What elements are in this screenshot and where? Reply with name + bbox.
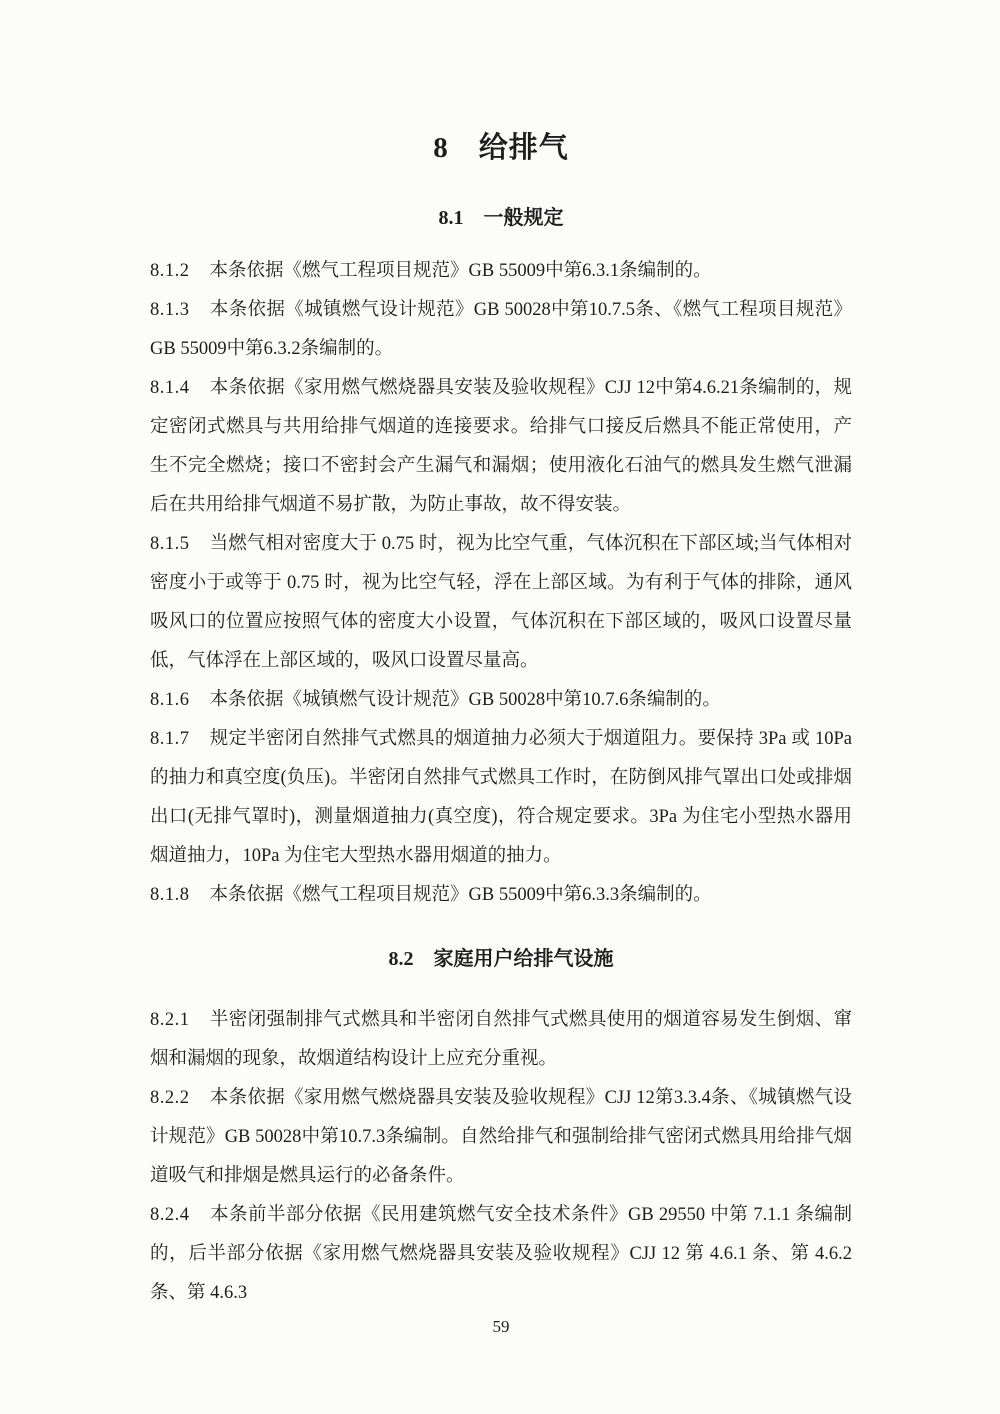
chapter-title: 8 给排气 xyxy=(433,132,569,164)
clause-number: 8.2.4 xyxy=(150,1205,190,1225)
clause-number: 8.1.7 xyxy=(150,729,190,749)
section-heading: 8.2 家庭用户给排气设施 xyxy=(388,948,614,970)
sections-container xyxy=(150,198,852,1313)
clause-number: 8.2.2 xyxy=(150,1088,190,1108)
clause-number: 8.1.3 xyxy=(150,300,190,320)
clause-text: 半密闭强制排气式燃具和半密闭自然排气式燃具使用的烟道容易发生倒烟、窜烟和漏烟的现象，故烟道结构设计上应充分重视。 xyxy=(150,1010,852,1069)
document-section xyxy=(150,939,852,1313)
clause-text: 本条前半部分依据《民用建筑燃气安全技术条件》GB 29550 中第 7.1.1 条编制的，后半部分依据《家用燃气燃烧器具安装及验收规程》CJJ 12 第 4.6.1 条、第 4.6.2 条、第 4.6.3 xyxy=(150,1205,852,1303)
clause-text: 本条依据《城镇燃气设计规范》GB 50028中第10.7.6条编制的。 xyxy=(209,690,721,710)
clause-paragraph xyxy=(150,1196,852,1313)
clause-number: 8.1.6 xyxy=(150,690,190,710)
clause-text: 本条依据《城镇燃气设计规范》GB 50028中第10.7.5条、《燃气工程项目规范》GB 55009中第6.3.2条编制的。 xyxy=(150,300,852,359)
clause-text: 规定半密闭自然排气式燃具的烟道抽力必须大于烟道阻力。要保持 3Pa 或 10Pa 的抽力和真空度(负压)。半密闭自然排气式燃具工作时，在防倒风排气罩出口处或排烟出口(无排气罩时)，测量烟道抽力(真空度)，符合规定要求。3Pa 为住宅小型热水器用烟道抽力，10Pa 为住宅大型热水器用烟道的抽力。 xyxy=(150,729,852,866)
document-section xyxy=(150,198,852,915)
section-heading: 8.1 一般规定 xyxy=(438,207,564,229)
clause-number: 8.1.2 xyxy=(150,261,190,281)
clause-paragraph xyxy=(150,369,852,525)
clause-paragraph xyxy=(150,291,852,369)
clause-number: 8.2.1 xyxy=(150,1010,190,1030)
clause-paragraph xyxy=(150,876,852,915)
clause-paragraph xyxy=(150,525,852,681)
clause-number: 8.1.5 xyxy=(150,534,190,554)
clause-text: 本条依据《家用燃气燃烧器具安装及验收规程》CJJ 12第3.3.4条、《城镇燃气设计规范》GB 50028中第10.7.3条编制。自然给排气和强制给排气密闭式燃具用给排气烟道吸气和排烟是燃具运行的必备条件。 xyxy=(150,1088,852,1186)
clause-text: 当燃气相对密度大于 0.75 时，视为比空气重，气体沉积在下部区域;当气体相对密度小于或等于 0.75 时，视为比空气轻，浮在上部区域。为有利于气体的排除，通风吸风口的位置应按照气体的密度大小设置，气体沉积在下部区域的，吸风口设置尽量低，气体浮在上部区域的，吸风口设置尽量高。 xyxy=(150,534,852,671)
clause-paragraph xyxy=(150,681,852,720)
clause-paragraph xyxy=(150,1001,852,1079)
clause-paragraph xyxy=(150,1079,852,1196)
clause-paragraph xyxy=(150,252,852,291)
clause-text: 本条依据《家用燃气燃烧器具安装及验收规程》CJJ 12中第4.6.21条编制的，规定密闭式燃具与共用给排气烟道的连接要求。给排气口接反后燃具不能正常使用，产生不完全燃烧；接口不密封会产生漏气和漏烟；使用液化石油气的燃具发生燃气泄漏后在共用给排气烟道不易扩散，为防止事故，故不得安装。 xyxy=(150,378,852,515)
clause-number: 8.1.4 xyxy=(150,378,190,398)
section-paragraphs xyxy=(150,252,852,915)
section-paragraphs xyxy=(150,1001,852,1313)
page-number: 59 xyxy=(492,1317,510,1336)
clause-text: 本条依据《燃气工程项目规范》GB 55009中第6.3.1条编制的。 xyxy=(209,261,712,281)
clause-text: 本条依据《燃气工程项目规范》GB 55009中第6.3.3条编制的。 xyxy=(209,885,712,905)
clause-number: 8.1.8 xyxy=(150,885,190,905)
clause-paragraph xyxy=(150,720,852,876)
